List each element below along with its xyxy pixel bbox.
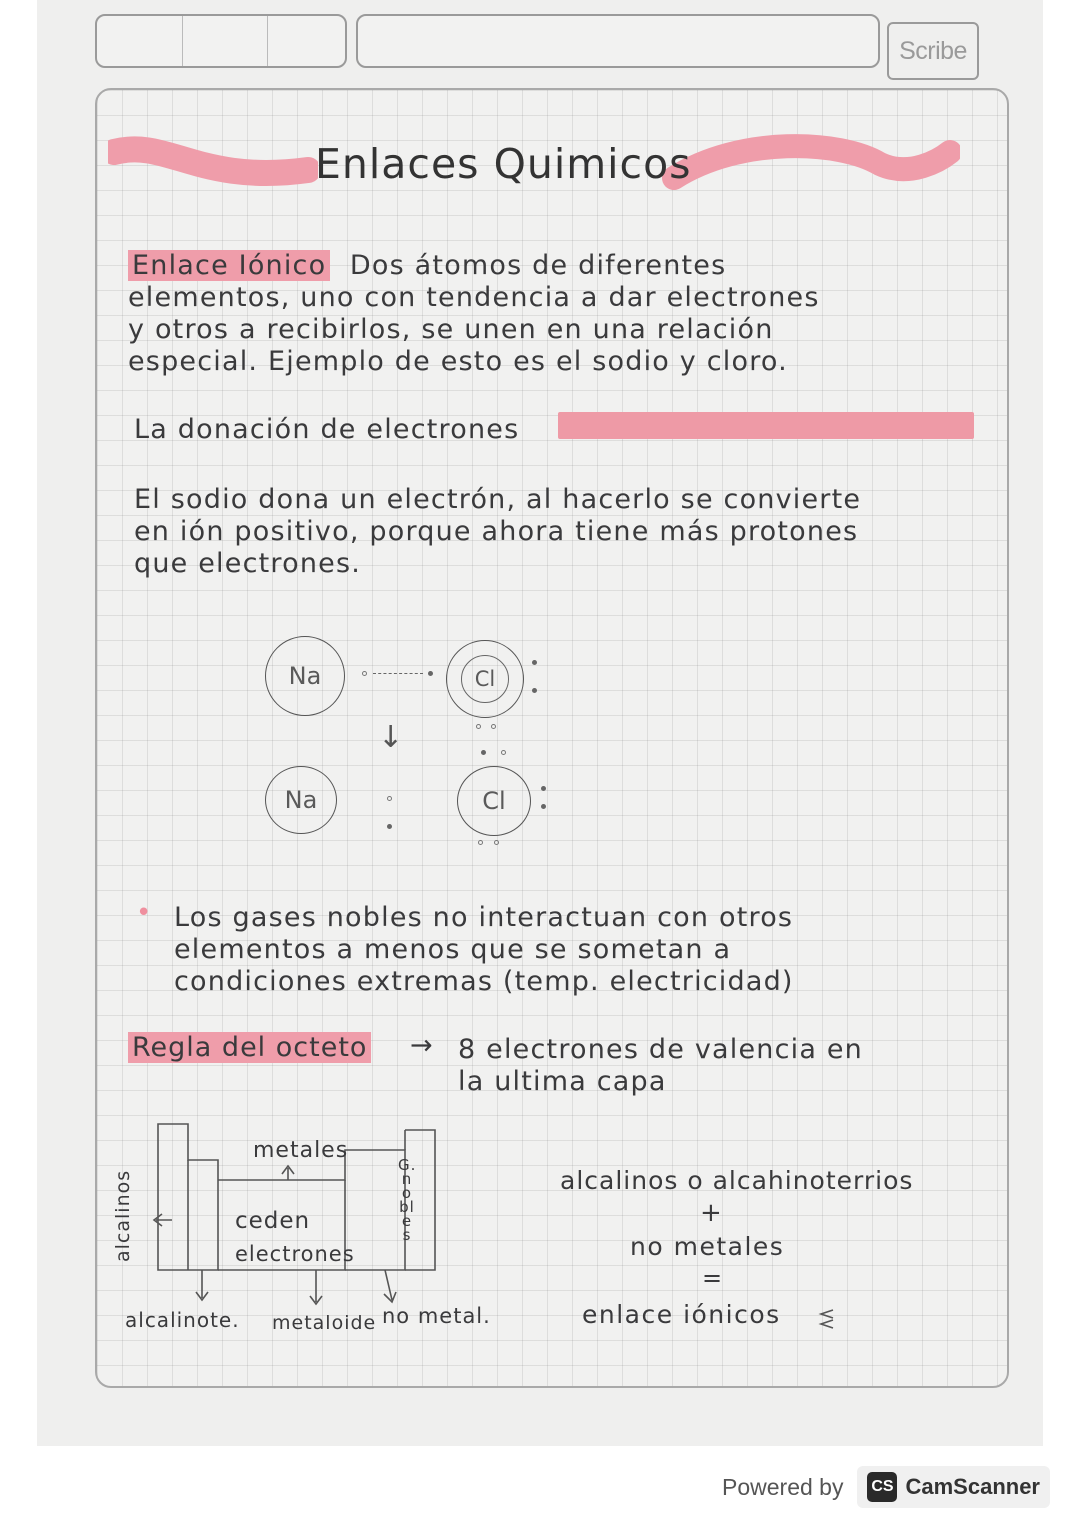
summary-line-3: enlace iónicos — [582, 1300, 781, 1329]
donation-heading: La donación de electrones — [134, 414, 520, 445]
atom-na-bottom: Na — [265, 766, 337, 834]
powered-by-text: Powered by — [722, 1473, 844, 1500]
electron-dot — [541, 786, 546, 791]
noble-paragraph — [174, 902, 794, 998]
donation-paragraph — [134, 484, 861, 580]
header-date-box — [95, 14, 347, 68]
noble-line: elementos a menos que se sometan a — [174, 934, 732, 965]
camscanner-badge — [857, 1466, 1050, 1508]
donation-line: en ión positivo, porque ahora tiene más protones — [134, 516, 859, 547]
ionic-line: elementos, uno con tendencia a dar electrones — [128, 282, 820, 313]
ionic-line: y otros a recibirlos, se unen en una relación — [128, 314, 774, 345]
electron-dot — [387, 824, 392, 829]
label-alcalinote: alcalinote. — [125, 1308, 240, 1332]
label-electrones: electrones — [235, 1242, 355, 1266]
label-no-metal: no metal. — [382, 1304, 491, 1328]
camscanner-name: CamScanner — [905, 1474, 1040, 1499]
donation-line: El sodio dona un electrón, al hacerlo se convierte — [134, 484, 862, 515]
octet-heading: Regla del octeto — [128, 1032, 371, 1063]
scanner-footer — [722, 1466, 1050, 1508]
octet-line: la ultima capa — [458, 1066, 667, 1097]
double-arrow-icon — [815, 1306, 837, 1330]
electron-dot — [491, 724, 496, 729]
ionic-paragraph — [128, 250, 820, 378]
summary-line-1: alcalinos o alcahinoterrios — [560, 1166, 914, 1195]
atom-cl-top — [446, 640, 524, 718]
label-metaloide: metaloide — [272, 1312, 377, 1334]
electron-dot — [478, 840, 483, 845]
octet-paragraph — [458, 1034, 863, 1098]
donation-line: que electrones. — [134, 548, 361, 579]
title-swoosh-right — [660, 130, 960, 200]
page-title: Enlaces Quimicos — [315, 140, 692, 188]
plus-sign: + — [700, 1198, 722, 1228]
octet-heading-wrap — [128, 1032, 371, 1063]
noble-line: condiciones extremas (temp. electricidad) — [174, 966, 794, 997]
label-ceden: ceden — [235, 1208, 311, 1234]
electron-dot — [494, 840, 499, 845]
label-metales: metales — [253, 1138, 349, 1163]
right-arrow-icon: → — [410, 1030, 433, 1061]
electron-dot — [541, 804, 546, 809]
bullet-icon: • — [136, 898, 152, 928]
noble-line: Los gases nobles no interactuan con otros — [174, 902, 794, 933]
camscanner-logo-icon: CS — [867, 1472, 897, 1502]
ionic-heading: Enlace Iónico — [128, 250, 330, 281]
electron-dot — [532, 688, 537, 693]
ionic-line: Dos átomos de diferentes — [349, 250, 727, 281]
atom-na-top: Na — [265, 636, 345, 716]
donation-highlight-bar — [558, 412, 974, 439]
electron-dot — [481, 750, 486, 755]
electron-dot — [387, 796, 392, 801]
electron-dot — [362, 671, 367, 676]
title-swoosh-left — [108, 130, 318, 200]
brand-logo: Scribe — [887, 22, 979, 80]
down-arrow-icon: ↓ — [378, 720, 404, 755]
atom-cl-bottom: Cl — [457, 766, 531, 836]
header-topic-box — [356, 14, 880, 68]
electron-dot — [501, 750, 506, 755]
equals-sign: = — [702, 1264, 723, 1292]
electron-dot — [428, 671, 433, 676]
ionic-line: especial. Ejemplo de esto es el sodio y cloro. — [128, 346, 788, 377]
summary-line-2: no metales — [630, 1232, 785, 1261]
electron-transfer-line — [373, 673, 423, 674]
atom-cl-top-label: Cl — [461, 655, 509, 703]
octet-line: 8 electrones de valencia en — [458, 1034, 863, 1065]
electron-dot — [476, 724, 481, 729]
label-gases-nobles: G. nobles — [398, 1156, 417, 1244]
electron-dot — [532, 660, 537, 665]
label-alcalinos: alcalinos — [112, 1169, 134, 1262]
